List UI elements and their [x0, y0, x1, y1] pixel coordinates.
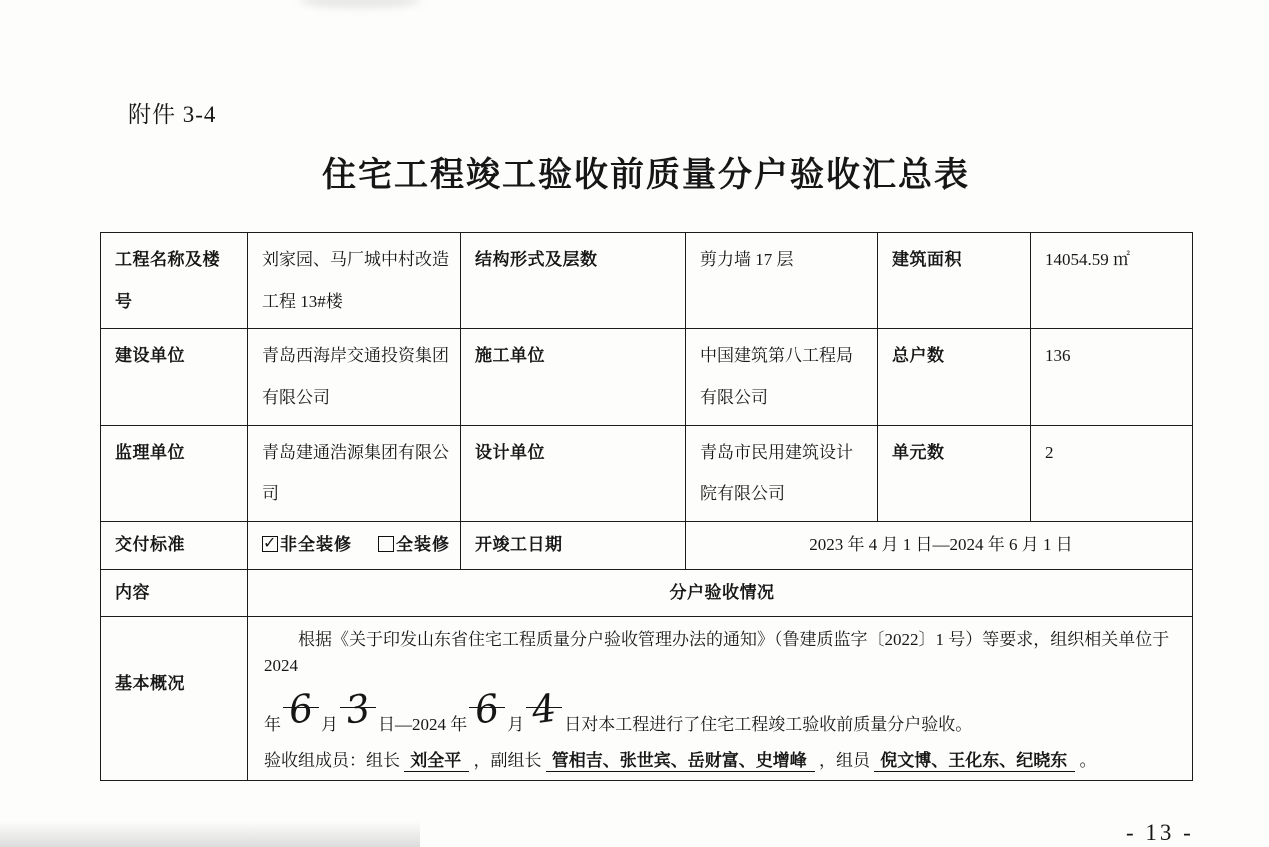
deputy-leaders-names: 管相吉、张世宾、岳财富、史增峰: [546, 751, 815, 772]
handwritten-digit: 4: [529, 685, 560, 733]
scan-shadow: [0, 821, 420, 847]
checkbox-unchecked-icon: [378, 536, 394, 552]
team-text: ，组员: [819, 751, 870, 771]
scan-artifact: [300, 0, 420, 8]
page-number: - 13 -: [1126, 820, 1194, 845]
supervision-unit-label: 监理单位: [101, 425, 248, 521]
checkbox-checked-icon: [262, 533, 278, 553]
overview-label: 基本概况: [101, 616, 248, 780]
team-text: 验收组成员：组长: [264, 751, 400, 771]
date-text: 日对本工程进行了住宅工程竣工验收前质量分户验收。: [564, 714, 973, 734]
construction-dates-value: 2023 年 4 月 1 日—2024 年 6 月 1 日: [686, 521, 1193, 569]
overview-content: [248, 616, 1193, 780]
overview-paragraph-dates: [264, 682, 1180, 743]
contractor-label: 施工单位: [461, 329, 686, 425]
table-row: [101, 616, 1193, 780]
attachment-label: 附件 3-4: [128, 102, 217, 127]
team-leader-name: 刘全平: [404, 751, 469, 772]
handwritten-month-1: [283, 682, 319, 733]
table-row: [101, 569, 1193, 616]
total-households-label: 总户数: [878, 329, 1031, 425]
handwritten-digit: 6: [472, 685, 503, 733]
handwritten-digit: 6: [285, 685, 316, 733]
unit-count-value: 2: [1031, 425, 1193, 521]
content-label: 内容: [101, 569, 248, 616]
option-fully-decorated: 全装修: [396, 535, 450, 555]
contractor-value: 中国建筑第八工程局有限公司: [686, 329, 878, 425]
structure-label: 结构形式及层数: [461, 233, 686, 329]
member-names: 倪文博、王化东、纪晓东: [874, 751, 1075, 772]
construction-dates-label: 开竣工日期: [461, 521, 686, 569]
date-text: 月: [507, 714, 525, 734]
team-text: 。: [1079, 751, 1097, 771]
date-text: 年: [264, 714, 281, 734]
construction-unit-value: 青岛西海岸交通投资集团有限公司: [248, 329, 461, 425]
table-row: [101, 329, 1193, 425]
project-name-value: 刘家园、马厂城中村改造工程 13#楼: [248, 233, 461, 329]
delivery-standard-options: [248, 521, 461, 569]
overview-paragraph-basis: 根据《关于印发山东省住宅工程质量分户验收管理办法的通知》（鲁建质监字〔2022〕1 号）等要求，组织相关单位于2024: [264, 629, 1170, 676]
acceptance-summary-table: [100, 232, 1193, 781]
table-row: [101, 233, 1193, 329]
page-title: 住宅工程竣工验收前质量分户验收汇总表: [322, 156, 970, 194]
date-text: 月: [321, 714, 338, 734]
supervision-unit-value: 青岛建通浩源集团有限公司: [248, 425, 461, 521]
project-name-label: 工程名称及楼号: [101, 233, 248, 329]
date-text: 日—2024 年: [378, 714, 468, 734]
structure-value: 剪力墙 17 层: [686, 233, 878, 329]
building-area-value: 14054.59 ㎡: [1031, 233, 1193, 329]
construction-unit-label: 建设单位: [101, 329, 248, 425]
team-text: ，副组长: [473, 751, 542, 771]
total-households-value: 136: [1031, 329, 1193, 425]
table-row: [101, 425, 1193, 521]
handwritten-day-1: [340, 682, 376, 733]
delivery-standard-label: 交付标准: [101, 521, 248, 569]
table-row: [101, 521, 1193, 569]
handwritten-month-2: [469, 682, 505, 733]
overview-paragraph-team: [264, 748, 1180, 774]
handwritten-digit: 3: [342, 685, 373, 733]
design-unit-label: 设计单位: [461, 425, 686, 521]
handwritten-day-2: [526, 682, 562, 733]
unit-count-label: 单元数: [878, 425, 1031, 521]
design-unit-value: 青岛市民用建筑设计院有限公司: [686, 425, 878, 521]
option-not-fully-decorated: 非全装修: [280, 535, 352, 555]
check-mark: ✓: [263, 533, 278, 553]
content-value: 分户验收情况: [248, 569, 1193, 616]
building-area-label: 建筑面积: [878, 233, 1031, 329]
